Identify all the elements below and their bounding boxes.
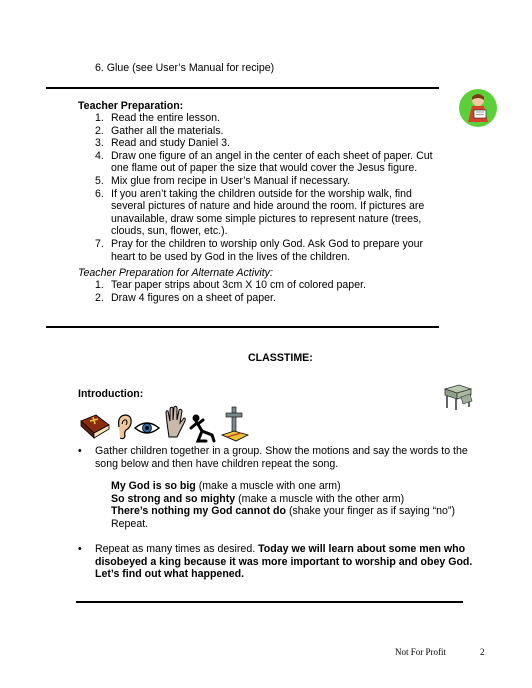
list-item: 1. Tear paper strips about 3cm X 10 cm of colored paper.	[95, 279, 366, 291]
introduction-bullet-2: • Repeat as many times as desired. Today we will learn about some men who disobeyed a king because it was more important to worship and obey God. Let’s find out what happened.	[78, 543, 473, 581]
kneeling-figure-icon	[188, 413, 218, 443]
materials-item-6: 6. Glue (see User’s Manual for recipe)	[95, 62, 275, 74]
list-item: 1. Read the entire lesson.	[95, 112, 220, 124]
list-item: 7. Pray for the children to worship only God. Ask God to prepare your heart to be used by God in the lives of the children.	[95, 237, 424, 263]
hand-icon	[163, 405, 187, 439]
divider-middle	[46, 326, 439, 328]
list-item: 2. Draw 4 figures on a sheet of paper.	[95, 291, 276, 304]
classroom-desk-icon	[441, 381, 475, 411]
song-line: Repeat.	[111, 517, 149, 530]
song-line: My God is so big (make a muscle with one arm)	[111, 480, 341, 492]
cross-icon	[218, 405, 252, 443]
ear-icon	[114, 413, 134, 441]
divider-top	[46, 87, 439, 89]
song-line: So strong and so mighty (make a muscle with the other arm)	[111, 492, 405, 505]
list-item: 3. Read and study Daniel 3.	[95, 137, 230, 150]
list-item: 2. Gather all the materials.	[95, 124, 224, 137]
page-number: 2	[480, 647, 485, 657]
introduction-bullet-1: • Gather children together in a group. Show the motions and say the words to the song below and then have children repeat the song.	[78, 445, 468, 470]
eye-icon	[134, 419, 160, 437]
song-line: There’s nothing my God cannot do (shake your finger as if saying “no”)	[111, 505, 455, 518]
alt-prep-heading: Teacher Preparation for Alternate Activity:	[78, 267, 273, 279]
list-item: 6. If you aren’t taking the children outside for the worship walk, find several pictures of nature and hide around the room. If pictures are unavailable, draw some simple pictures to represent nature (trees, clouds, sun, flower, etc.).	[95, 187, 425, 238]
classtime-title: CLASSTIME:	[248, 352, 313, 364]
introduction-heading: Introduction:	[78, 388, 144, 400]
footer-text: Not For Profit	[395, 647, 447, 657]
introduction-icons	[78, 405, 254, 445]
alt-prep-list	[95, 279, 465, 304]
song-lyrics	[111, 480, 491, 530]
divider-bottom	[76, 601, 463, 603]
teacher-prep-heading: Teacher Preparation:	[78, 100, 184, 112]
list-item: 4. Draw one figure of an angel in the center of each sheet of paper. Cut one flame out of paper the size that would cover the Jesus figure.	[95, 149, 433, 175]
teacher-prep-list	[95, 112, 465, 263]
bible-icon	[78, 411, 112, 441]
list-item: 5. Mix glue from recipe in User’s Manual if necessary.	[95, 174, 351, 187]
